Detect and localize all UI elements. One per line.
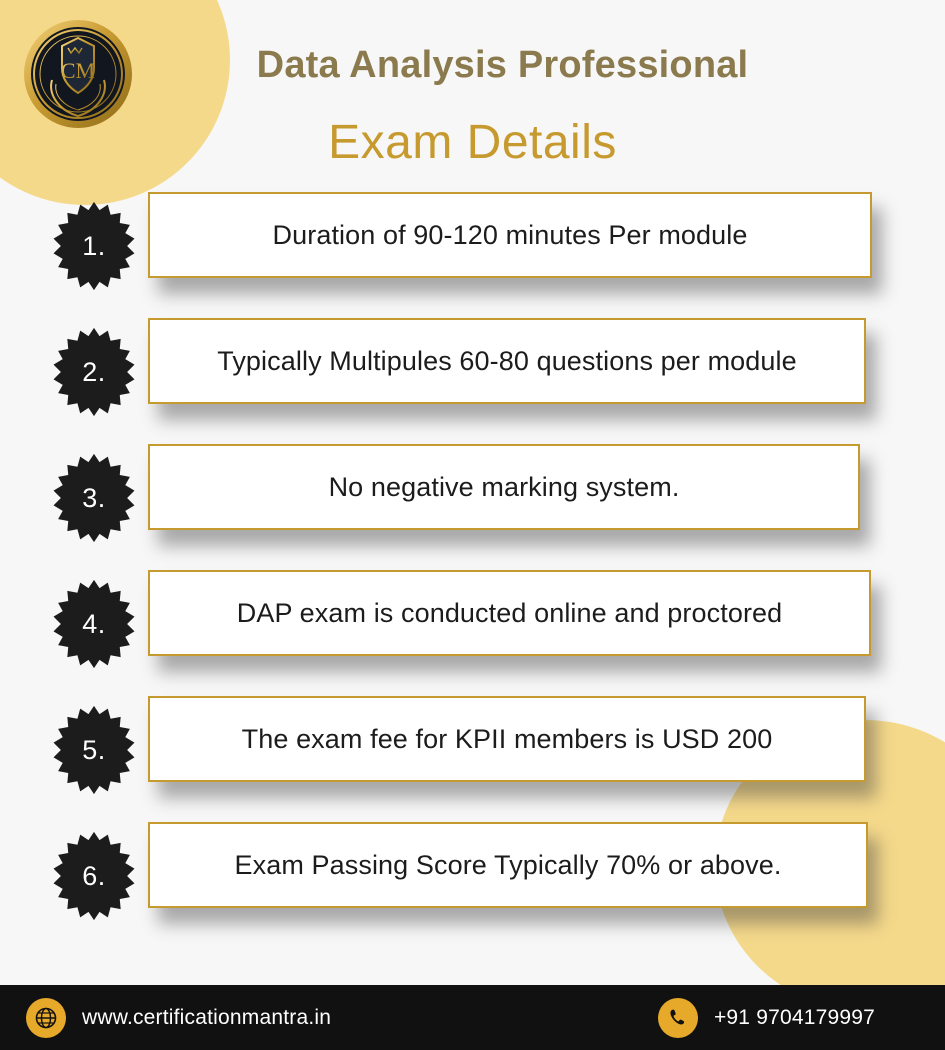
exam-details-list bbox=[0, 192, 945, 948]
brand-logo bbox=[22, 18, 134, 130]
number-badge-label: 3. bbox=[82, 482, 106, 513]
detail-card bbox=[148, 822, 868, 908]
logo-monogram: CM bbox=[60, 58, 96, 83]
detail-card-text: DAP exam is conducted online and proctored bbox=[236, 597, 783, 628]
number-badge bbox=[48, 200, 140, 292]
number-badge-label: 6. bbox=[82, 860, 106, 891]
globe-icon bbox=[26, 998, 66, 1038]
detail-card-text: Exam Passing Score Typically 70% or above. bbox=[234, 849, 782, 880]
detail-card-text: The exam fee for KPII members is USD 200 bbox=[241, 723, 773, 754]
number-badge-label: 2. bbox=[82, 356, 106, 387]
page-title: Data Analysis Professional bbox=[256, 44, 749, 86]
list-item bbox=[0, 570, 945, 696]
detail-card bbox=[148, 696, 866, 782]
phone-icon bbox=[658, 998, 698, 1038]
number-badge-label: 1. bbox=[82, 230, 106, 261]
detail-card bbox=[148, 318, 866, 404]
footer-website[interactable] bbox=[26, 998, 331, 1038]
footer-phone-text: +91 9704179997 bbox=[713, 1005, 875, 1029]
footer-website-text: www.certificationmantra.in bbox=[82, 1005, 332, 1029]
list-item bbox=[0, 696, 945, 822]
detail-card-text: Duration of 90-120 minutes Per module bbox=[272, 219, 748, 250]
number-badge bbox=[48, 704, 140, 796]
list-item bbox=[0, 822, 945, 948]
detail-card bbox=[148, 444, 860, 530]
detail-card bbox=[148, 570, 871, 656]
number-badge bbox=[48, 452, 140, 544]
number-badge bbox=[48, 830, 140, 922]
detail-card-text: Typically Multipules 60-80 questions per module bbox=[217, 345, 797, 376]
footer-bar bbox=[0, 985, 945, 1050]
number-badge bbox=[48, 326, 140, 418]
number-badge-label: 5. bbox=[82, 734, 106, 765]
detail-card-text: No negative marking system. bbox=[328, 471, 680, 502]
list-item bbox=[0, 444, 945, 570]
number-badge bbox=[48, 578, 140, 670]
header bbox=[0, 0, 945, 170]
detail-card bbox=[148, 192, 872, 278]
list-item bbox=[0, 192, 945, 318]
page-subtitle: Exam Details bbox=[328, 116, 617, 169]
footer-phone[interactable] bbox=[658, 998, 875, 1038]
number-badge-label: 4. bbox=[82, 608, 106, 639]
list-item bbox=[0, 318, 945, 444]
